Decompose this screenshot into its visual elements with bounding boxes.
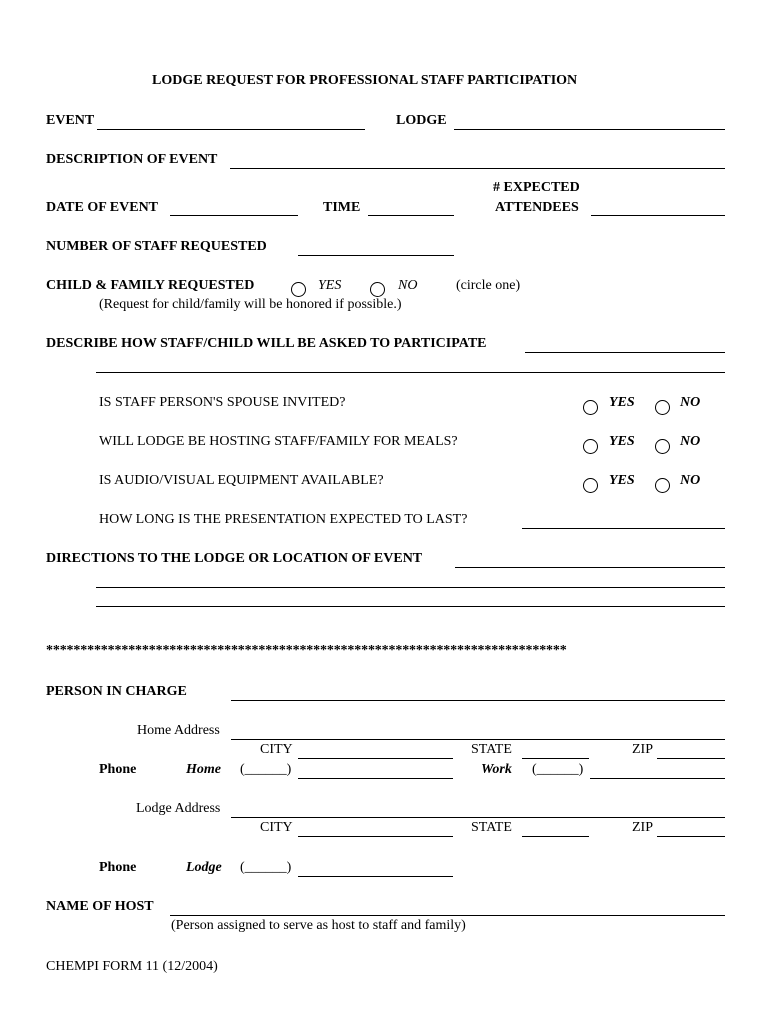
child-family-no-radio[interactable] — [370, 282, 385, 297]
person-in-charge-label: PERSON IN CHARGE — [46, 684, 187, 699]
work-phone-label: Work — [481, 762, 512, 777]
date-label: DATE OF EVENT — [46, 200, 159, 215]
directions-label: DIRECTIONS TO THE LODGE OR LOCATION OF EVENT — [46, 551, 423, 566]
lodge-city-field[interactable] — [298, 836, 453, 837]
home-zip-label: ZIP — [632, 742, 653, 757]
directions-field[interactable] — [455, 567, 725, 568]
presentation-length-field[interactable] — [522, 528, 725, 529]
av-yes-label: YES — [609, 473, 635, 488]
lodge-city-label: CITY — [260, 820, 293, 835]
form-title: LODGE REQUEST FOR PROFESSIONAL STAFF PARTICIPATION — [152, 73, 578, 88]
home-phone-field[interactable] — [298, 778, 453, 779]
separator: **************************************************************************** — [46, 643, 567, 658]
date-field[interactable] — [170, 215, 298, 216]
work-area-code[interactable]: (______) — [532, 762, 584, 777]
child-family-note: (Request for child/family will be honored if possible.) — [99, 297, 402, 312]
av-no-label: NO — [680, 473, 701, 488]
meals-question: WILL LODGE BE HOSTING STAFF/FAMILY FOR MEALS? — [99, 434, 458, 449]
lodge-area-code[interactable]: (______) — [240, 860, 292, 875]
child-family-label: CHILD & FAMILY REQUESTED — [46, 278, 255, 293]
lodge-phone-field[interactable] — [298, 876, 453, 877]
circle-one-note: (circle one) — [456, 278, 521, 293]
spouse-yes-label: YES — [609, 395, 635, 410]
staff-number-field[interactable] — [298, 255, 454, 256]
time-field[interactable] — [368, 215, 454, 216]
lodge-zip-label: ZIP — [632, 820, 653, 835]
host-label: NAME OF HOST — [46, 899, 154, 914]
spouse-no-radio[interactable] — [655, 400, 670, 415]
lodge-phone-label: Phone — [99, 860, 137, 875]
description-label: DESCRIPTION OF EVENT — [46, 152, 218, 167]
child-family-yes-label: YES — [318, 278, 342, 293]
spouse-question: IS STAFF PERSON'S SPOUSE INVITED? — [99, 395, 346, 410]
lodge-state-label: STATE — [471, 820, 512, 835]
presentation-question: HOW LONG IS THE PRESENTATION EXPECTED TO LAST? — [99, 512, 468, 527]
person-in-charge-field[interactable] — [231, 700, 725, 701]
work-phone-field[interactable] — [590, 778, 725, 779]
home-address-label: Home Address — [137, 723, 220, 738]
lodge-zip-field[interactable] — [657, 836, 725, 837]
lodge-address-label: Lodge Address — [136, 801, 221, 816]
home-area-code[interactable]: (______) — [240, 762, 292, 777]
lodge-address-field[interactable] — [231, 817, 725, 818]
expected-label-line1: # EXPECTED — [493, 180, 580, 195]
form-footer: CHEMPI FORM 11 (12/2004) — [46, 959, 218, 974]
av-question: IS AUDIO/VISUAL EQUIPMENT AVAILABLE? — [99, 473, 384, 488]
home-zip-field[interactable] — [657, 758, 725, 759]
directions-field-line3[interactable] — [96, 606, 725, 607]
child-family-no-label: NO — [398, 278, 418, 293]
describe-field-line2[interactable] — [96, 372, 725, 373]
home-state-field[interactable] — [522, 758, 589, 759]
meals-yes-radio[interactable] — [583, 439, 598, 454]
home-address-field[interactable] — [231, 739, 725, 740]
av-yes-radio[interactable] — [583, 478, 598, 493]
home-state-label: STATE — [471, 742, 512, 757]
host-field[interactable] — [170, 915, 725, 916]
lodge-state-field[interactable] — [522, 836, 589, 837]
host-note: (Person assigned to serve as host to staff and family) — [171, 918, 466, 933]
description-field[interactable] — [230, 168, 725, 169]
lodge-label: LODGE — [396, 113, 447, 128]
home-phone-label: Home — [186, 762, 221, 777]
event-field[interactable] — [97, 129, 365, 130]
lodge-phone-type-label: Lodge — [186, 860, 222, 875]
home-city-label: CITY — [260, 742, 293, 757]
spouse-no-label: NO — [680, 395, 701, 410]
meals-no-radio[interactable] — [655, 439, 670, 454]
expected-label-line2: ATTENDEES — [495, 200, 579, 215]
meals-yes-label: YES — [609, 434, 635, 449]
staff-number-label: NUMBER OF STAFF REQUESTED — [46, 239, 267, 254]
directions-field-line2[interactable] — [96, 587, 725, 588]
attendees-field[interactable] — [591, 215, 725, 216]
av-no-radio[interactable] — [655, 478, 670, 493]
phone-label: Phone — [99, 762, 137, 777]
child-family-yes-radio[interactable] — [291, 282, 306, 297]
describe-label: DESCRIBE HOW STAFF/CHILD WILL BE ASKED TO PARTICIPATE — [46, 336, 487, 351]
lodge-field[interactable] — [454, 129, 725, 130]
time-label: TIME — [323, 200, 361, 215]
event-label: EVENT — [46, 113, 95, 128]
spouse-yes-radio[interactable] — [583, 400, 598, 415]
meals-no-label: NO — [680, 434, 701, 449]
describe-field[interactable] — [525, 352, 725, 353]
home-city-field[interactable] — [298, 758, 453, 759]
